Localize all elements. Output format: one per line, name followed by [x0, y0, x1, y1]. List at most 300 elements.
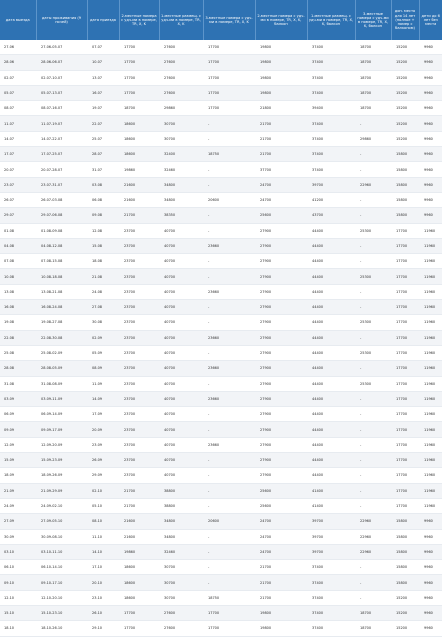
table-cell: 40700 [159, 254, 203, 269]
table-cell: - [355, 468, 391, 483]
table-cell: 28.06 [0, 55, 36, 70]
table-cell: 23700 [119, 300, 159, 315]
table-cell: 31.07 [87, 162, 119, 177]
table-cell: 21.08 [87, 269, 119, 284]
table-cell: 19860 [119, 162, 159, 177]
header-single-room: 1-местные размещ. с удч-ми в номере, TR, X, K [159, 0, 203, 40]
table-cell: - [355, 147, 391, 162]
table-cell: 20.09 [87, 422, 119, 437]
table-cell: 13.07 [87, 70, 119, 85]
table-cell: 9960 [419, 101, 442, 116]
table-cell: 41400 [307, 483, 355, 498]
table-cell: 19800 [255, 605, 307, 620]
table-cell: 40700 [159, 300, 203, 315]
table-cell: 15200 [391, 590, 419, 605]
table-cell: 20.10 [87, 575, 119, 590]
table-cell: 07.07 [87, 40, 119, 55]
table-cell: 21.09-29.09 [36, 483, 87, 498]
table-cell: 21600 [119, 514, 159, 529]
table-cell: 27.06-05.07 [36, 40, 87, 55]
table-cell: 27.08 [87, 300, 119, 315]
table-cell: 17700 [203, 101, 255, 116]
table-cell: 12.10-20.10 [36, 590, 87, 605]
table-cell: 37400 [307, 70, 355, 85]
table-cell: 17700 [203, 40, 255, 55]
table-cell: 18700 [355, 621, 391, 636]
table-cell: - [355, 208, 391, 223]
header-arrival-date: дата приезда [87, 0, 119, 40]
table-cell: 30.09 [0, 529, 36, 544]
header-double-room: 2-местные номера с удч-ми в номере, TR, X, K [119, 0, 159, 40]
table-cell: 25600 [255, 483, 307, 498]
table-cell: 09.09-17.09 [36, 422, 87, 437]
header-single-room-balcony: 1-местные размещ. с удч-ми в номере, TR, X, K, балкон [307, 0, 355, 40]
table-cell: 18700 [355, 55, 391, 70]
table-cell: 27900 [255, 315, 307, 330]
table-cell: 02.09 [87, 330, 119, 345]
table-cell: 11960 [419, 483, 442, 498]
table-cell: 12.08 [87, 223, 119, 238]
table-cell: 23700 [119, 284, 159, 299]
table-cell: 11960 [419, 468, 442, 483]
table-cell: 29.07-06.08 [36, 208, 87, 223]
table-cell: 11960 [419, 498, 442, 513]
table-cell: 15800 [391, 147, 419, 162]
table-cell: 08.07 [0, 101, 36, 116]
table-cell: 06.10-14.10 [36, 560, 87, 575]
table-cell: 24.09 [0, 498, 36, 513]
table-cell: 9960 [419, 575, 442, 590]
table-cell: 19800 [255, 85, 307, 100]
table-cell: 11960 [419, 391, 442, 406]
table-cell: 17700 [119, 70, 159, 85]
table-cell: 09.10 [0, 575, 36, 590]
table-cell: 27900 [255, 330, 307, 345]
table-cell: 40700 [159, 269, 203, 284]
table-cell: 26.10 [87, 605, 119, 620]
table-cell: 28.08 [0, 361, 36, 376]
table-cell: 19.08 [0, 315, 36, 330]
table-cell: 11.07 [0, 116, 36, 131]
table-cell: 9960 [419, 192, 442, 207]
table-cell: - [203, 468, 255, 483]
table-cell: 23700 [119, 361, 159, 376]
table-cell: 27900 [255, 238, 307, 253]
table-cell: 11960 [419, 300, 442, 315]
table-row [0, 468, 442, 483]
table-cell: 27600 [159, 70, 203, 85]
table-cell: 27900 [255, 453, 307, 468]
table-cell: 27900 [255, 361, 307, 376]
table-cell: 9960 [419, 131, 442, 146]
table-cell: 18700 [355, 605, 391, 620]
table-cell: - [355, 162, 391, 177]
table-cell: 13.08 [0, 284, 36, 299]
table-row [0, 55, 442, 70]
table-cell: - [355, 254, 391, 269]
table-cell: 11.07-19.07 [36, 116, 87, 131]
table-cell: 25300 [355, 345, 391, 360]
table-cell: 21700 [255, 560, 307, 575]
table-cell: 18.10-26.10 [36, 621, 87, 636]
table-cell: 20600 [203, 514, 255, 529]
table-cell: - [355, 238, 391, 253]
table-cell: 31.08-08.09 [36, 376, 87, 391]
table-cell: 11960 [419, 238, 442, 253]
table-cell: 09.09 [0, 422, 36, 437]
table-cell: 15800 [391, 560, 419, 575]
table-cell: 27600 [159, 605, 203, 620]
table-cell: 9960 [419, 605, 442, 620]
table-cell: 23700 [119, 345, 159, 360]
table-cell: - [355, 116, 391, 131]
table-cell: - [203, 345, 255, 360]
table-cell: 27900 [255, 300, 307, 315]
table-cell: 28.08-05.09 [36, 361, 87, 376]
table-row [0, 391, 442, 406]
table-cell: 11960 [419, 330, 442, 345]
table-cell: 25300 [355, 376, 391, 391]
table-cell: 15200 [391, 116, 419, 131]
table-row [0, 177, 442, 192]
table-cell: - [355, 284, 391, 299]
table-cell: 18600 [119, 147, 159, 162]
table-cell: 17700 [391, 483, 419, 498]
table-row [0, 376, 442, 391]
table-cell: 23.10 [87, 590, 119, 605]
table-cell: 10.08 [0, 269, 36, 284]
table-row [0, 621, 442, 636]
table-cell: 27900 [255, 468, 307, 483]
table-cell: 44400 [307, 315, 355, 330]
table-cell: 37400 [307, 575, 355, 590]
table-cell: 04.08 [0, 238, 36, 253]
table-cell: - [203, 544, 255, 559]
table-cell: 19800 [255, 40, 307, 55]
table-cell: 19.08-27.08 [36, 315, 87, 330]
table-cell: 44400 [307, 330, 355, 345]
table-cell: 23660 [203, 391, 255, 406]
table-cell: - [203, 131, 255, 146]
table-cell: 28.07 [87, 147, 119, 162]
header-triple-room: 3-местные номера с удч-ми в номере, TR, X, K [203, 0, 255, 40]
table-cell: 39700 [307, 514, 355, 529]
table-cell: - [203, 254, 255, 269]
table-cell: - [203, 575, 255, 590]
table-cell: 21700 [119, 483, 159, 498]
table-cell: 21600 [119, 529, 159, 544]
table-cell: 9960 [419, 162, 442, 177]
table-cell: 11960 [419, 437, 442, 452]
table-cell: 44400 [307, 361, 355, 376]
table-cell: 26.09 [87, 453, 119, 468]
table-cell: - [355, 407, 391, 422]
table-cell: 15200 [391, 55, 419, 70]
table-cell: 23660 [203, 238, 255, 253]
table-cell: 44400 [307, 284, 355, 299]
table-cell: 29860 [159, 101, 203, 116]
table-row [0, 101, 442, 116]
table-cell: 02.10 [87, 483, 119, 498]
table-cell: 9960 [419, 544, 442, 559]
table-cell: 23700 [119, 407, 159, 422]
table-cell: 09.10-17.10 [36, 575, 87, 590]
table-row [0, 514, 442, 529]
table-cell: 9960 [419, 177, 442, 192]
table-cell: 23660 [203, 284, 255, 299]
table-row [0, 498, 442, 513]
table-cell: 39700 [307, 177, 355, 192]
table-cell: 23700 [119, 330, 159, 345]
table-cell: - [203, 300, 255, 315]
table-cell: 15200 [391, 131, 419, 146]
table-cell: 02.07 [0, 70, 36, 85]
table-cell: 11.10 [87, 529, 119, 544]
table-cell: 15200 [391, 101, 419, 116]
table-cell: - [355, 575, 391, 590]
table-cell: 9960 [419, 621, 442, 636]
table-cell: 27.09-05.10 [36, 514, 87, 529]
table-row [0, 70, 442, 85]
table-cell: 18750 [203, 590, 255, 605]
table-row [0, 529, 442, 544]
table-cell: 41200 [307, 192, 355, 207]
table-cell: 18600 [119, 575, 159, 590]
table-cell: 25600 [255, 208, 307, 223]
table-cell: 40700 [159, 407, 203, 422]
table-cell: - [203, 529, 255, 544]
table-cell: 15200 [391, 85, 419, 100]
table-cell: 23.09 [87, 437, 119, 452]
table-cell: - [203, 177, 255, 192]
table-cell: 15800 [391, 575, 419, 590]
table-cell: 15.09-23.09 [36, 453, 87, 468]
table-cell: 9960 [419, 116, 442, 131]
table-cell: 11960 [419, 345, 442, 360]
table-cell: 27.09 [0, 514, 36, 529]
table-cell: 15.09 [0, 453, 36, 468]
table-cell: 9960 [419, 40, 442, 55]
table-cell: 29.10 [87, 621, 119, 636]
table-cell: - [203, 483, 255, 498]
table-cell: 17700 [203, 85, 255, 100]
table-cell: - [203, 269, 255, 284]
table-cell: 37400 [307, 621, 355, 636]
table-cell: 25.08 [0, 345, 36, 360]
table-cell: 17700 [391, 315, 419, 330]
table-cell: 40700 [159, 284, 203, 299]
table-cell: 18600 [119, 560, 159, 575]
table-cell: 9960 [419, 208, 442, 223]
table-cell: 15200 [391, 70, 419, 85]
table-cell: 21700 [255, 131, 307, 146]
table-cell: 17.10 [87, 560, 119, 575]
table-row [0, 269, 442, 284]
table-cell: 14.07-22.07 [36, 131, 87, 146]
table-cell: 12.10 [0, 590, 36, 605]
table-cell: 18600 [119, 116, 159, 131]
table-row [0, 284, 442, 299]
table-cell: 27600 [159, 621, 203, 636]
table-cell: 40700 [159, 345, 203, 360]
table-row [0, 40, 442, 55]
table-cell: 40700 [159, 391, 203, 406]
table-cell: 17700 [203, 621, 255, 636]
table-cell: 26.07 [0, 192, 36, 207]
table-cell: 28.06-06.07 [36, 55, 87, 70]
table-cell: 19.07 [87, 101, 119, 116]
table-cell: 23700 [119, 238, 159, 253]
table-row [0, 85, 442, 100]
table-cell: 44400 [307, 345, 355, 360]
table-cell: 40700 [159, 437, 203, 452]
table-cell: 15.10-23.10 [36, 605, 87, 620]
table-cell: - [203, 315, 255, 330]
table-cell: 11960 [419, 284, 442, 299]
table-cell: 34800 [159, 177, 203, 192]
table-cell: 19800 [255, 55, 307, 70]
table-cell: 24700 [255, 177, 307, 192]
table-cell: 27900 [255, 391, 307, 406]
table-cell: 23700 [119, 223, 159, 238]
table-cell: 23700 [119, 376, 159, 391]
table-cell: 27900 [255, 284, 307, 299]
header-stay-dates: даты проживания (9 ночей) [36, 0, 87, 40]
table-cell: 06.09 [0, 407, 36, 422]
table-cell: 21700 [255, 147, 307, 162]
table-cell: 17700 [391, 269, 419, 284]
table-cell: - [355, 361, 391, 376]
table-cell: 21700 [119, 208, 159, 223]
table-cell: 23.07-31.07 [36, 177, 87, 192]
table-row [0, 315, 442, 330]
header-triple-room-balcony: 3-местные номера с удч-ми в номере, TR, X, K, балкон [355, 0, 391, 40]
table-cell: 11960 [419, 422, 442, 437]
table-cell: 24.09-02.10 [36, 498, 87, 513]
table-cell: 39400 [307, 101, 355, 116]
table-cell: 21800 [255, 101, 307, 116]
table-cell: 23700 [119, 437, 159, 452]
table-cell: 44400 [307, 300, 355, 315]
table-cell: 18.10 [0, 621, 36, 636]
table-cell: 29860 [355, 131, 391, 146]
table-row [0, 560, 442, 575]
table-cell: 43700 [307, 208, 355, 223]
table-cell: 9960 [419, 529, 442, 544]
table-cell: 17700 [391, 284, 419, 299]
table-row [0, 345, 442, 360]
table-cell: 44400 [307, 269, 355, 284]
table-row [0, 162, 442, 177]
table-cell: - [355, 192, 391, 207]
table-cell: 9960 [419, 590, 442, 605]
table-cell: 22960 [355, 514, 391, 529]
table-cell: 25.08-02.09 [36, 345, 87, 360]
table-cell: 25300 [355, 223, 391, 238]
table-cell: 17700 [391, 300, 419, 315]
table-cell: 03.08 [87, 177, 119, 192]
table-cell: 15800 [391, 514, 419, 529]
table-cell: - [203, 453, 255, 468]
table-cell: 12.09-20.09 [36, 437, 87, 452]
table-cell: 05.09 [87, 345, 119, 360]
table-cell: - [355, 483, 391, 498]
table-cell: 17700 [391, 254, 419, 269]
table-cell: 17.07 [0, 147, 36, 162]
table-cell: 17700 [119, 605, 159, 620]
table-cell: 32460 [159, 544, 203, 559]
table-cell: 23700 [119, 468, 159, 483]
table-cell: 14.09 [87, 391, 119, 406]
table-cell: 44400 [307, 391, 355, 406]
table-row [0, 330, 442, 345]
table-cell: 25600 [255, 498, 307, 513]
table-cell: 17700 [391, 498, 419, 513]
table-cell: 37400 [307, 55, 355, 70]
table-cell: 17.07-25.07 [36, 147, 87, 162]
table-cell: 01.08 [0, 223, 36, 238]
table-cell: 17700 [391, 437, 419, 452]
table-cell: 03.10 [0, 544, 36, 559]
table-cell: 29.09 [87, 468, 119, 483]
table-cell: 18.09 [0, 468, 36, 483]
table-cell: 30700 [159, 575, 203, 590]
header-double-room-balcony: 2-местные номера с удч-ми в номере, TR, X, K, балкон [255, 0, 307, 40]
table-cell: 22.07 [87, 116, 119, 131]
table-body [0, 40, 442, 636]
table-cell: 20.07 [0, 162, 36, 177]
table-cell: 37400 [307, 40, 355, 55]
table-cell: 08.09 [87, 361, 119, 376]
table-cell: 17700 [391, 345, 419, 360]
table-cell: 40700 [159, 468, 203, 483]
table-cell: 15800 [391, 162, 419, 177]
table-cell: 17700 [203, 70, 255, 85]
table-cell: 21600 [119, 177, 159, 192]
table-cell: 37700 [255, 162, 307, 177]
table-cell: 24.08 [87, 284, 119, 299]
table-cell: 22960 [355, 544, 391, 559]
table-cell: 17700 [203, 55, 255, 70]
table-cell: 27.06 [0, 40, 36, 55]
table-cell: 20600 [203, 192, 255, 207]
table-cell: 17700 [203, 605, 255, 620]
table-row [0, 453, 442, 468]
table-cell: 22960 [355, 529, 391, 544]
table-cell: 15800 [391, 177, 419, 192]
table-cell: 37400 [307, 147, 355, 162]
table-cell: - [355, 391, 391, 406]
table-cell: 9960 [419, 147, 442, 162]
table-cell: 21600 [119, 192, 159, 207]
table-cell: 19800 [255, 621, 307, 636]
table-cell: 18700 [355, 101, 391, 116]
table-cell: 37400 [307, 85, 355, 100]
table-cell: 44400 [307, 254, 355, 269]
table-cell: - [355, 422, 391, 437]
table-cell: 17700 [119, 621, 159, 636]
table-cell: 14.07 [0, 131, 36, 146]
table-row [0, 361, 442, 376]
table-cell: - [203, 498, 255, 513]
table-cell: 23660 [203, 437, 255, 452]
table-cell: 27600 [159, 85, 203, 100]
table-cell: 11960 [419, 223, 442, 238]
table-cell: 37400 [307, 116, 355, 131]
table-cell: 03.09-11.09 [36, 391, 87, 406]
table-cell: 11960 [419, 453, 442, 468]
table-cell: 15.08 [87, 238, 119, 253]
